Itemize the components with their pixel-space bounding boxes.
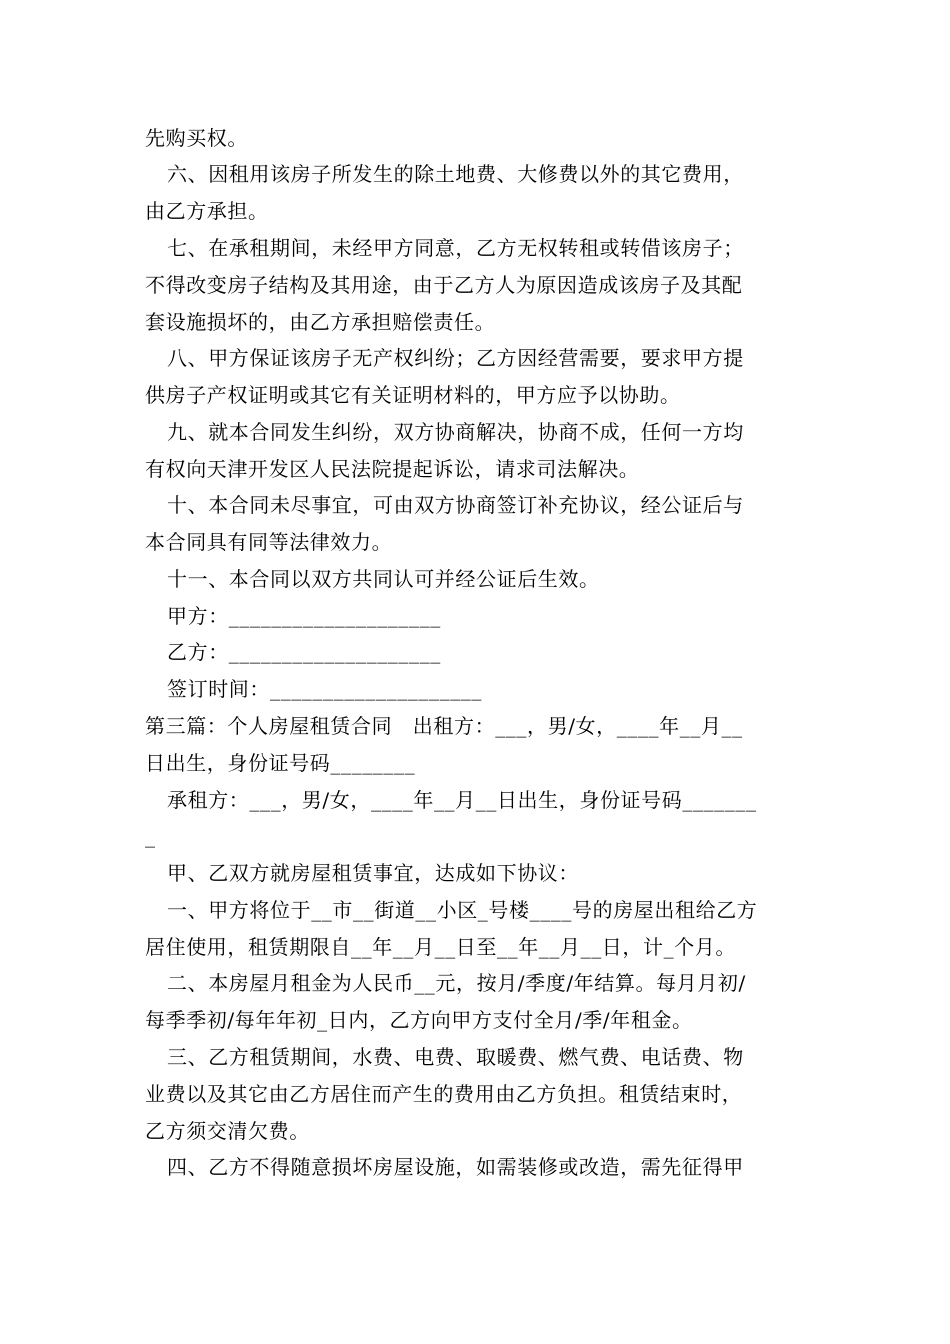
clause-two-line: 二、本房屋月租金为人民币__元，按月/季度/年结算。每月月初/	[167, 971, 746, 995]
paragraph-line: 日出生，身份证号码________	[145, 751, 416, 775]
clause-four-line: 四、乙方不得随意损坏房屋设施，如需装修或改造，需先征得甲	[167, 1155, 744, 1179]
clause-eleven-line: 十一、本合同以双方共同认可并经公证后生效。	[167, 567, 600, 591]
paragraph-line: 供房子产权证明或其它有关证明材料的，甲方应予以协助。	[145, 383, 681, 407]
party-a-signature-line: 甲方：____________________	[167, 604, 441, 628]
clause-ten-line: 十、本合同未尽事宜，可由双方协商签订补充协议，经公证后与	[167, 493, 744, 517]
paragraph-line: 有权向天津开发区人民法院提起诉讼，请求司法解决。	[145, 457, 640, 481]
lessee-line: 承租方：___，男/女，____年__月__日出生，身份证号码_______	[167, 788, 757, 812]
paragraph-line: 由乙方承担。	[145, 199, 269, 223]
clause-three-line: 三、乙方租赁期间，水费、电费、取暖费、燃气费、电话费、物	[167, 1045, 744, 1069]
paragraph-line: 居住使用，租赁期限自__年__月__日至__年__月__日，计_个月。	[145, 935, 736, 959]
paragraph-line: 套设施损坏的，由乙方承担赔偿责任。	[145, 310, 496, 334]
paragraph-line: 本合同具有同等法律效力。	[145, 530, 393, 554]
section-three-heading: 第三篇：个人房屋租赁合同 出租方：___，男/女，____年__月__	[145, 714, 743, 738]
paragraph-line: 每季季初/每年年初_日内，乙方向甲方支付全月/季/年租金。	[145, 1008, 693, 1032]
paragraph-line: 乙方须交清欠费。	[145, 1119, 310, 1143]
paragraph-line: 先购买权。	[145, 126, 248, 150]
signing-date-line: 签订时间：____________________	[167, 677, 482, 701]
clause-eight-line: 八、甲方保证该房子无产权纠纷；乙方因经营需要，要求甲方提	[167, 346, 744, 370]
agreement-intro-line: 甲、乙双方就房屋租赁事宜，达成如下协议：	[167, 861, 579, 885]
party-b-signature-line: 乙方：____________________	[167, 640, 441, 664]
clause-six-line: 六、因租用该房子所发生的除土地费、大修费以外的其它费用，	[167, 162, 744, 186]
clause-one-line: 一、甲方将位于__市__街道__小区_号楼____号的房屋出租给乙方	[167, 898, 758, 922]
paragraph-line: 业费以及其它由乙方居住而产生的费用由乙方负担。租赁结束时，	[145, 1082, 743, 1106]
clause-nine-line: 九、就本合同发生纠纷，双方协商解决，协商不成，任何一方均	[167, 420, 744, 444]
paragraph-line: 不得改变房子结构及其用途，由于乙方人为原因造成该房子及其配	[145, 273, 743, 297]
clause-seven-line: 七、在承租期间，未经甲方同意，乙方无权转租或转借该房子；	[167, 236, 744, 260]
paragraph-line: _	[145, 824, 156, 848]
